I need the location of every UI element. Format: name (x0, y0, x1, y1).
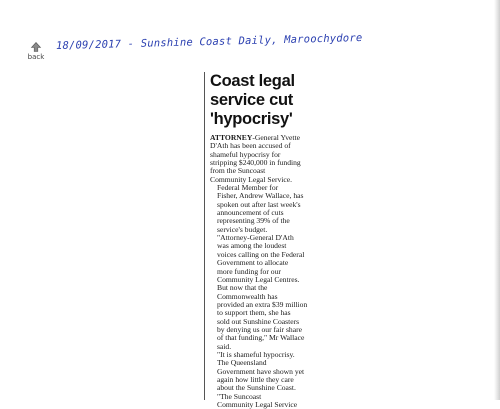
body-line: again how little they care (217, 374, 294, 384)
headline-line: Coast legal (210, 72, 295, 90)
body-line: "Attorney-General D'Ath (217, 233, 294, 243)
body-line: spoken out after last week's (217, 199, 301, 209)
body-line: stripping $240,000 in funding (210, 158, 301, 168)
body-line: The Queensland (217, 358, 267, 368)
lead-word: ATTORNEY (210, 133, 253, 142)
body-line: representing 39% of the (217, 216, 290, 226)
body-line: Community Legal Service (217, 400, 298, 409)
body-line: was among the loudest (217, 241, 287, 251)
body-line: voices calling on the Federal (217, 249, 305, 259)
body-line: Community Legal Service. (210, 174, 293, 184)
body-line: Fisher, Andrew Wallace, has (217, 191, 304, 201)
body-line: by denying us our fair share (217, 324, 302, 334)
body-line: D'Ath has been accused of (210, 141, 291, 151)
body-line: But now that the (217, 283, 268, 293)
article-headline (210, 72, 306, 129)
body-line: ATTORNEY-General Yvette (210, 133, 301, 142)
body-line: Community Legal Centres. (217, 274, 300, 284)
body-line: service's budget. (217, 224, 268, 234)
body-line: provided an extra $39 million (217, 299, 308, 309)
body-line: more funding for our (217, 266, 281, 276)
back-label: back (27, 53, 45, 61)
article-body (210, 134, 306, 409)
body-line: about the Sunshine Coast. (217, 383, 296, 393)
column-divider (204, 72, 205, 400)
back-arrow-icon (31, 42, 41, 52)
body-line: announcement of cuts (217, 208, 284, 218)
body-line: "The Suncoast (217, 391, 262, 401)
body-line: sold out Sunshine Coasters (217, 316, 300, 326)
article-paragraph (210, 184, 306, 234)
scan-edge-shadow (494, 0, 500, 400)
news-article (210, 72, 306, 409)
body-line: from the Suncoast (210, 166, 266, 176)
article-paragraph (210, 234, 306, 351)
back-link[interactable] (26, 42, 46, 61)
body-line: of that funding," Mr Wallace (217, 333, 305, 343)
article-paragraph (210, 134, 306, 184)
headline-line: 'hypocrisy' (210, 110, 293, 128)
body-line: Commonwealth has (217, 291, 278, 301)
body-line: shameful hypocrisy for (210, 149, 281, 159)
handwritten-date-source-note: 18/09/2017 - Sunshine Coast Daily, Maroochydore (55, 31, 363, 52)
body-line: Government have shown yet (217, 366, 305, 376)
body-line: Government to allocate (217, 258, 289, 268)
body-line: Federal Member for (217, 183, 279, 193)
body-line: "It is shameful hypocrisy. (217, 349, 295, 359)
body-line: said. (217, 341, 232, 351)
article-paragraph (210, 393, 306, 409)
article-paragraph (210, 351, 306, 393)
headline-line: service cut (210, 91, 293, 109)
body-line: to support them, she has (217, 308, 291, 318)
